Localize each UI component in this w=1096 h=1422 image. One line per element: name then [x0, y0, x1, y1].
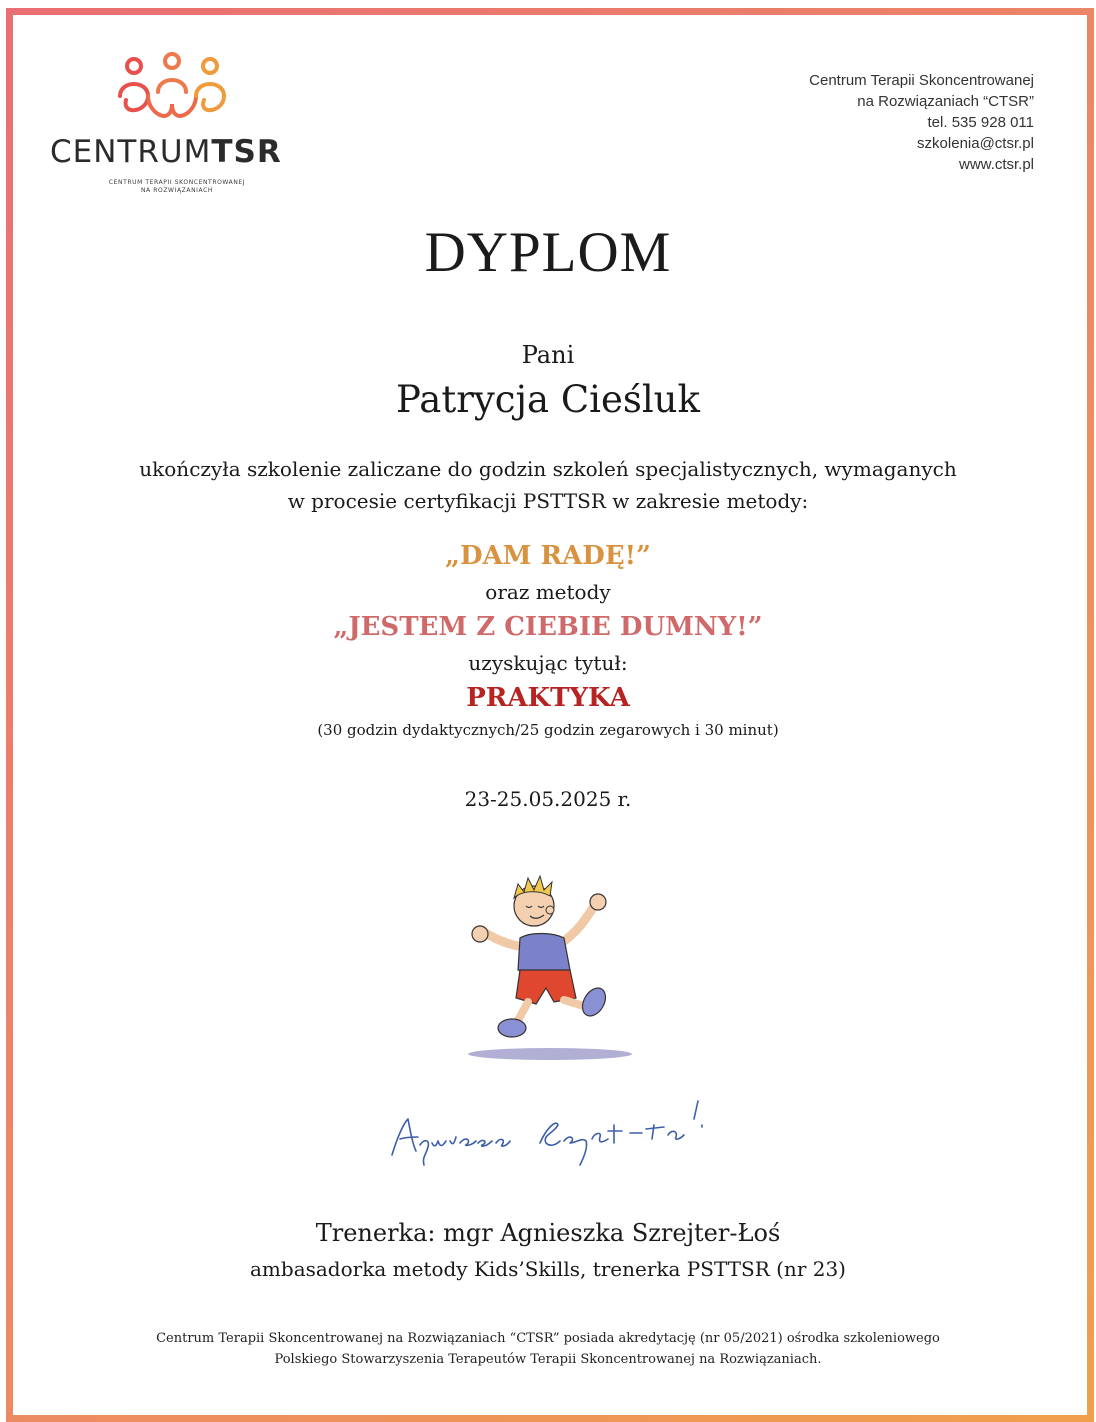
training-date: 23-25.05.2025 r. [464, 787, 632, 811]
contact-email: szkolenia@ctsr.pl [917, 135, 1034, 152]
footer-line-2: Polskiego Stowarzyszenia Terapeutów Terapii Skoncentrowanej na Rozwiązaniach. [274, 1352, 822, 1367]
description-line-1: ukończyła szkolenie zaliczane do godzin szkoleń specjalistycznych, wymaganych [139, 457, 957, 481]
description-line-2: w procesie certyfikacji PSTTSR w zakresie metody: [287, 489, 809, 513]
contact-org-line2: na Rozwiązaniach “CTSR” [857, 93, 1034, 110]
accreditation-footer [0, 1328, 1096, 1370]
contact-phone: tel. 535 928 011 [927, 114, 1034, 131]
method-jestem-z-ciebie-dumny: „JESTEM Z CIEBIE DUMNY!” [333, 612, 763, 642]
footer-line-1: Centrum Terapii Skoncentrowanej na Rozwiązaniach “CTSR” posiada akredytację (nr 05/2021) ośrodka szkoleniowego [156, 1331, 940, 1346]
salutation: Pani [521, 341, 575, 369]
contact-website: www.ctsr.pl [958, 156, 1034, 173]
awarded-title: PRAKTYKA [466, 683, 630, 713]
recipient-name: Patrycja Cieśluk [396, 378, 700, 421]
conjunction-text: oraz metody [485, 580, 611, 604]
training-hours: (30 godzin dydaktycznych/25 godzin zegarowych i 30 minut) [317, 721, 779, 739]
logo-wordmark: CENTRUMTSR [50, 134, 282, 170]
three-people-logo-icon [112, 52, 242, 128]
running-boy-illustration [460, 866, 640, 1066]
trainer-signature [380, 1085, 720, 1175]
contact-org-line1: Centrum Terapii Skoncentrowanej [809, 72, 1034, 89]
title-intro: uzyskując tytuł: [468, 651, 628, 675]
logo-subtitle: CENTRUM TERAPII SKONCENTROWANEJ NA ROZWIĄZANIACH [108, 179, 246, 194]
contact-block [809, 70, 1034, 175]
trainer-role: ambasadorka metody Kids’Skills, trenerka PSTTSR (nr 23) [250, 1257, 846, 1281]
trainer-name: Trenerka: mgr Agnieszka Szrejter-Łoś [315, 1219, 781, 1247]
completion-description [0, 453, 1096, 517]
centrum-tsr-logo [50, 52, 300, 202]
method-dam-rade: „DAM RADĘ!” [444, 541, 652, 571]
diploma-title: DYPLOM [424, 221, 672, 284]
